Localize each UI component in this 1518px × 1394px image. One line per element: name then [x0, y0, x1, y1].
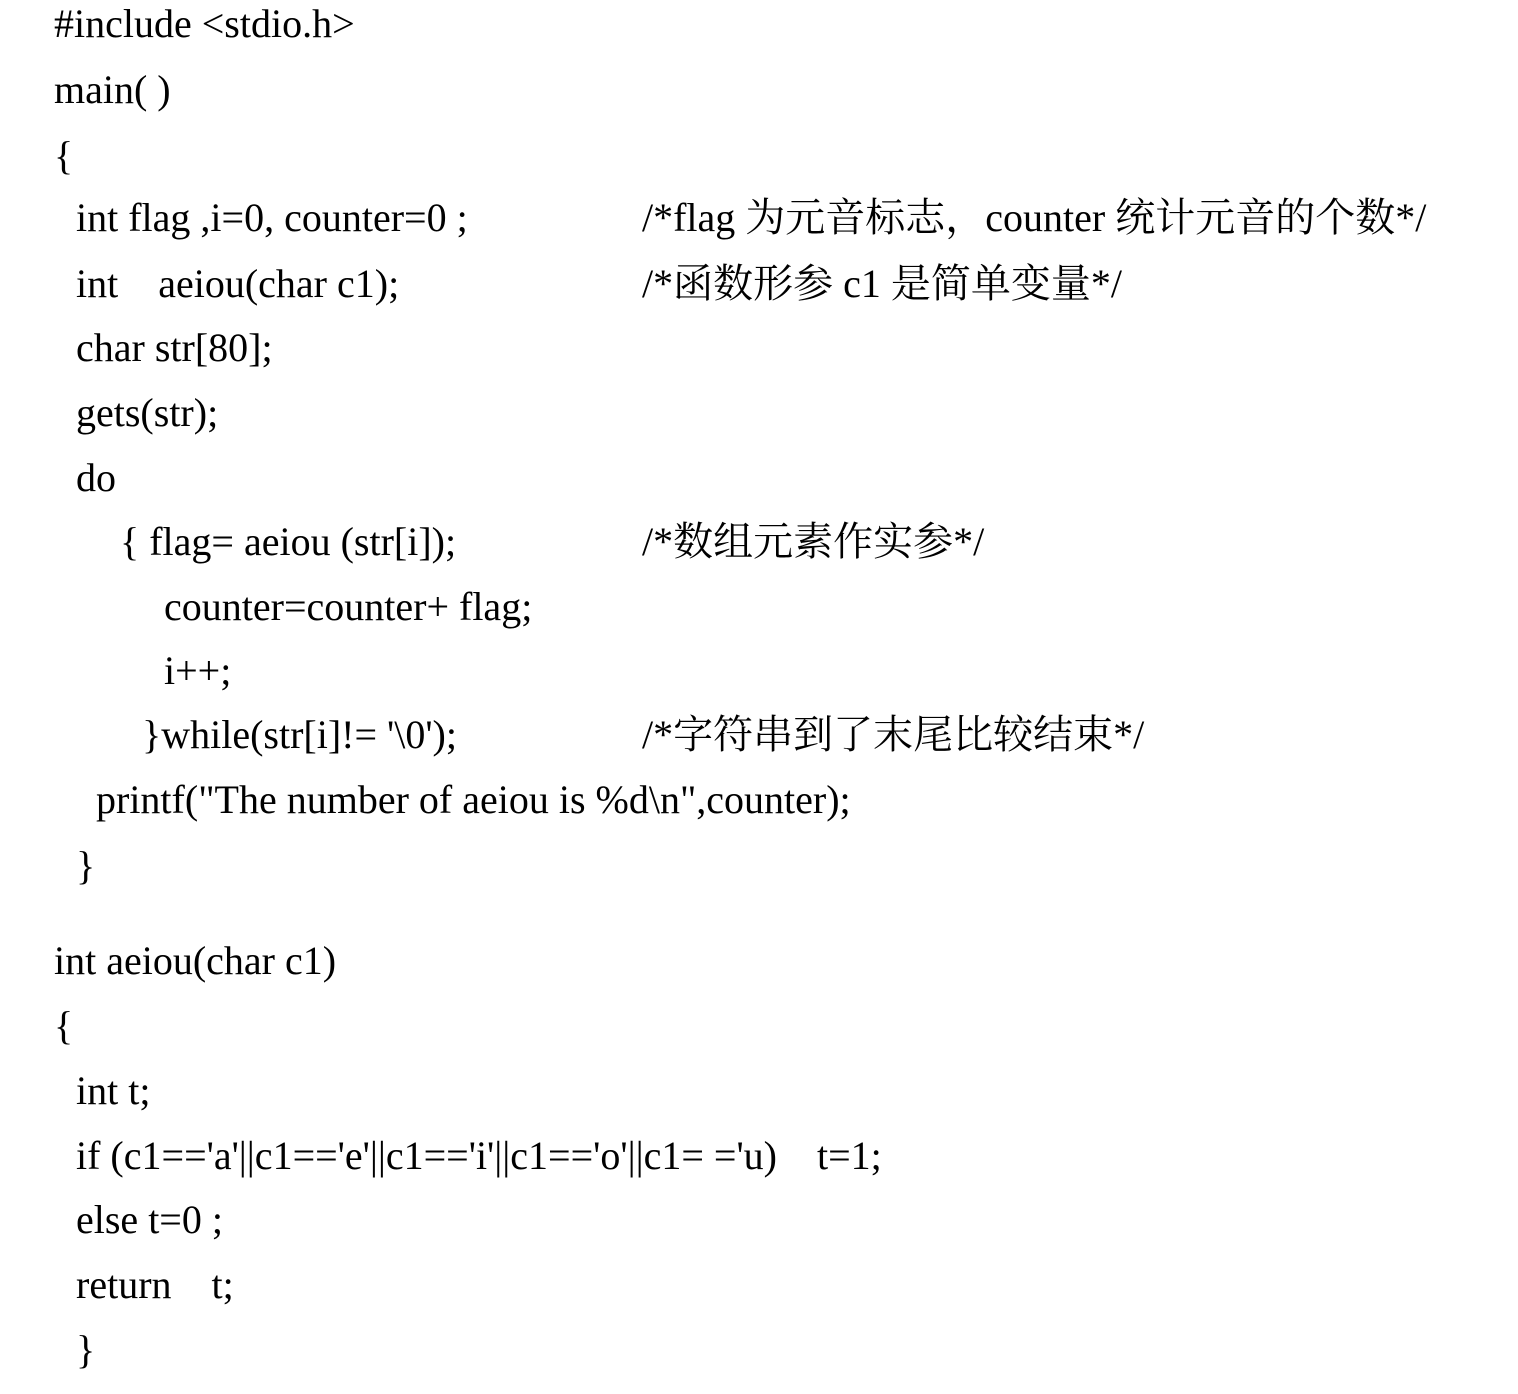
code-comment: /*数组元素作实参*/ — [642, 519, 985, 564]
code-comment: /*函数形参 c1 是简单变量*/ — [642, 261, 1122, 306]
code-line — [0, 325, 1518, 392]
code-line — [0, 1262, 1518, 1329]
code-line — [0, 1327, 1518, 1394]
code-line — [0, 519, 1518, 586]
code-text: } — [76, 843, 96, 888]
code-line — [0, 390, 1518, 457]
code-line — [0, 133, 1518, 200]
code-line — [0, 261, 1518, 328]
code-line — [0, 648, 1518, 715]
code-comment: /*字符串到了末尾比较结束*/ — [642, 712, 1145, 757]
code-line — [0, 67, 1518, 134]
code-line — [0, 938, 1518, 1005]
code-text: if (c1=='a'||c1=='e'||c1=='i'||c1=='o'||c1= ='u) t=1; — [76, 1133, 882, 1178]
code-text: int aeiou(char c1); — [76, 261, 400, 306]
code-text: #include <stdio.h> — [54, 1, 355, 46]
code-line — [0, 1, 1518, 68]
code-line — [0, 777, 1518, 844]
code-text: return t; — [76, 1262, 234, 1307]
code-comment: /*flag 为元音标志，counter 统计元音的个数*/ — [642, 195, 1427, 240]
code-text: gets(str); — [76, 390, 219, 435]
code-text: int flag ,i=0, counter=0 ; — [76, 195, 468, 240]
code-line — [0, 1133, 1518, 1200]
code-line — [0, 455, 1518, 522]
code-text: main( ) — [54, 67, 171, 112]
code-text: else t=0 ; — [76, 1197, 223, 1242]
code-line — [0, 843, 1518, 910]
code-line — [0, 1003, 1518, 1070]
code-text: do — [76, 455, 116, 500]
code-line — [0, 584, 1518, 651]
code-text: printf("The number of aeiou is %d\n",counter); — [96, 777, 851, 822]
code-line — [0, 195, 1518, 262]
code-text: } — [76, 1327, 96, 1372]
code-text: { flag= aeiou (str[i]); — [120, 519, 457, 564]
code-text: { — [54, 1003, 74, 1048]
code-text: int aeiou(char c1) — [54, 938, 337, 983]
code-text: counter=counter+ flag; — [164, 584, 533, 629]
code-text: char str[80]; — [76, 325, 273, 370]
code-line — [0, 712, 1518, 779]
code-text: }while(str[i]!= '\0'); — [142, 712, 457, 757]
code-line — [0, 1197, 1518, 1264]
code-line — [0, 1068, 1518, 1135]
code-text: i++; — [164, 648, 232, 693]
code-text: int t; — [76, 1068, 151, 1113]
code-text: { — [54, 133, 74, 178]
